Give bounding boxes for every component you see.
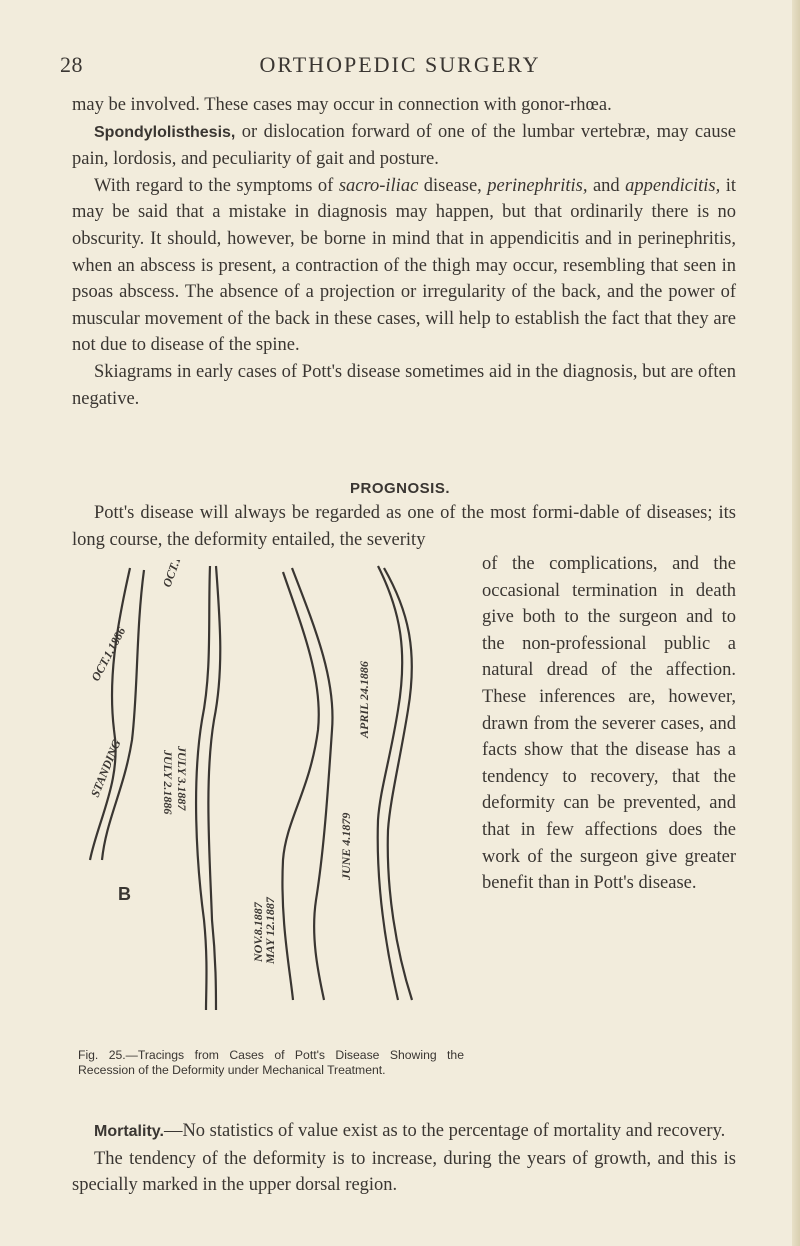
label-may12-1887: MAY 12.1887 (263, 897, 277, 964)
label-july2-1886: JULY 2.1886 (161, 750, 175, 815)
term-sacro-iliac: sacro-iliac (338, 175, 419, 196)
label-oct18-1886 (160, 560, 195, 589)
label-oct1-1886: OCT.1.1886 (88, 624, 129, 684)
term-perinephritis: perinephritis, (487, 175, 588, 196)
paragraph-1: may be involved. These cases may occur in connection with gonor-rhœa. (72, 95, 612, 115)
label-standing: STANDING (87, 737, 124, 800)
tracing-curve-3b (292, 568, 333, 1000)
top-text (72, 92, 736, 412)
term-mortality: Mortality. (94, 1123, 164, 1140)
tracing-curve-4a (378, 566, 403, 1000)
tracing-curve-4b (384, 568, 412, 1000)
prognosis-wrap-text: of the complications, and the occasional termination in death give both to the surgeon and to the non-professional public a natural dread of the affection. These inferences are, however, drawn from the severer cases, and facts show that the disease has a tendency to recovery, that the deformity can be prevented, and that in few affections does the work of the surgeon give greater benefit than in Pott's disease. (482, 554, 736, 894)
label-july3-1887: JULY 3.1887 (175, 746, 189, 811)
paragraph-mortality: Mortality.—No statistics of value exist as to the percentage of mortality and recovery. (94, 1121, 726, 1141)
paragraph-diagnosis: With regard to the symptoms of sacro-iliac disease, perinephritis, and appendicitis, it may be said that a mistake in diagnosis may happen, but that ordinarily there is no obscurity. It should, however, be borne in mind that in appendicitis and in perinephritis, when an abscess is present, a contraction of the thigh may occur, resembling that seen in psoas abscess. The absence of a projection or irregularity of the back, and the power of muscular movement of the back in these cases, will help to establish the fact that they are not due to disease of the spine. (72, 175, 736, 356)
figure-letter-b: B (118, 884, 131, 904)
spine-tracings-figure (78, 560, 464, 1020)
paragraph-skiagrams: Skiagrams in early cases of Pott's disease sometimes aid in the diagnosis, but are often negative. (72, 361, 736, 409)
label-nov8-1887: NOV.8.1887 (251, 902, 265, 962)
label-april24-1886: APRIL 24.1886 (357, 661, 371, 738)
paragraph-spondylolisthesis: Spondylolisthesis, or dislocation forward of one of the lumbar vertebræ, may cause pain, lordosis, and peculiarity of gait and posture. (72, 121, 736, 170)
running-head (60, 52, 740, 82)
figure-caption: Fig. 25.—Tracings from Cases of Pott's Disease Showing the Recession of the Deformity under Mechanical Treatment. (78, 1048, 464, 1077)
tracing-curve-1b (102, 570, 144, 860)
section-heading: PROGNOSIS. (349, 480, 451, 497)
term-appendicitis: appendicitis, (625, 175, 721, 196)
term-spondylolisthesis: Spondylolisthesis, (94, 123, 236, 141)
paragraph-tendency: The tendency of the deformity is to increase, during the years of growth, and this is specially marked in the upper dorsal region. (72, 1148, 736, 1196)
page-edge (792, 0, 800, 1246)
tracing-curve-1a (87, 568, 130, 860)
running-title: ORTHOPEDIC SURGERY (259, 52, 541, 77)
page-number: 28 (60, 52, 83, 77)
tracings-svg (78, 560, 464, 1020)
label-june4-1879: JUNE 4.1879 (339, 812, 353, 880)
prognosis-lead: Pott's disease will always be regarded as one of the most formi-dable of diseases; its long course, the deformity entailed, the severity (72, 503, 736, 550)
lower-text (72, 1118, 736, 1199)
